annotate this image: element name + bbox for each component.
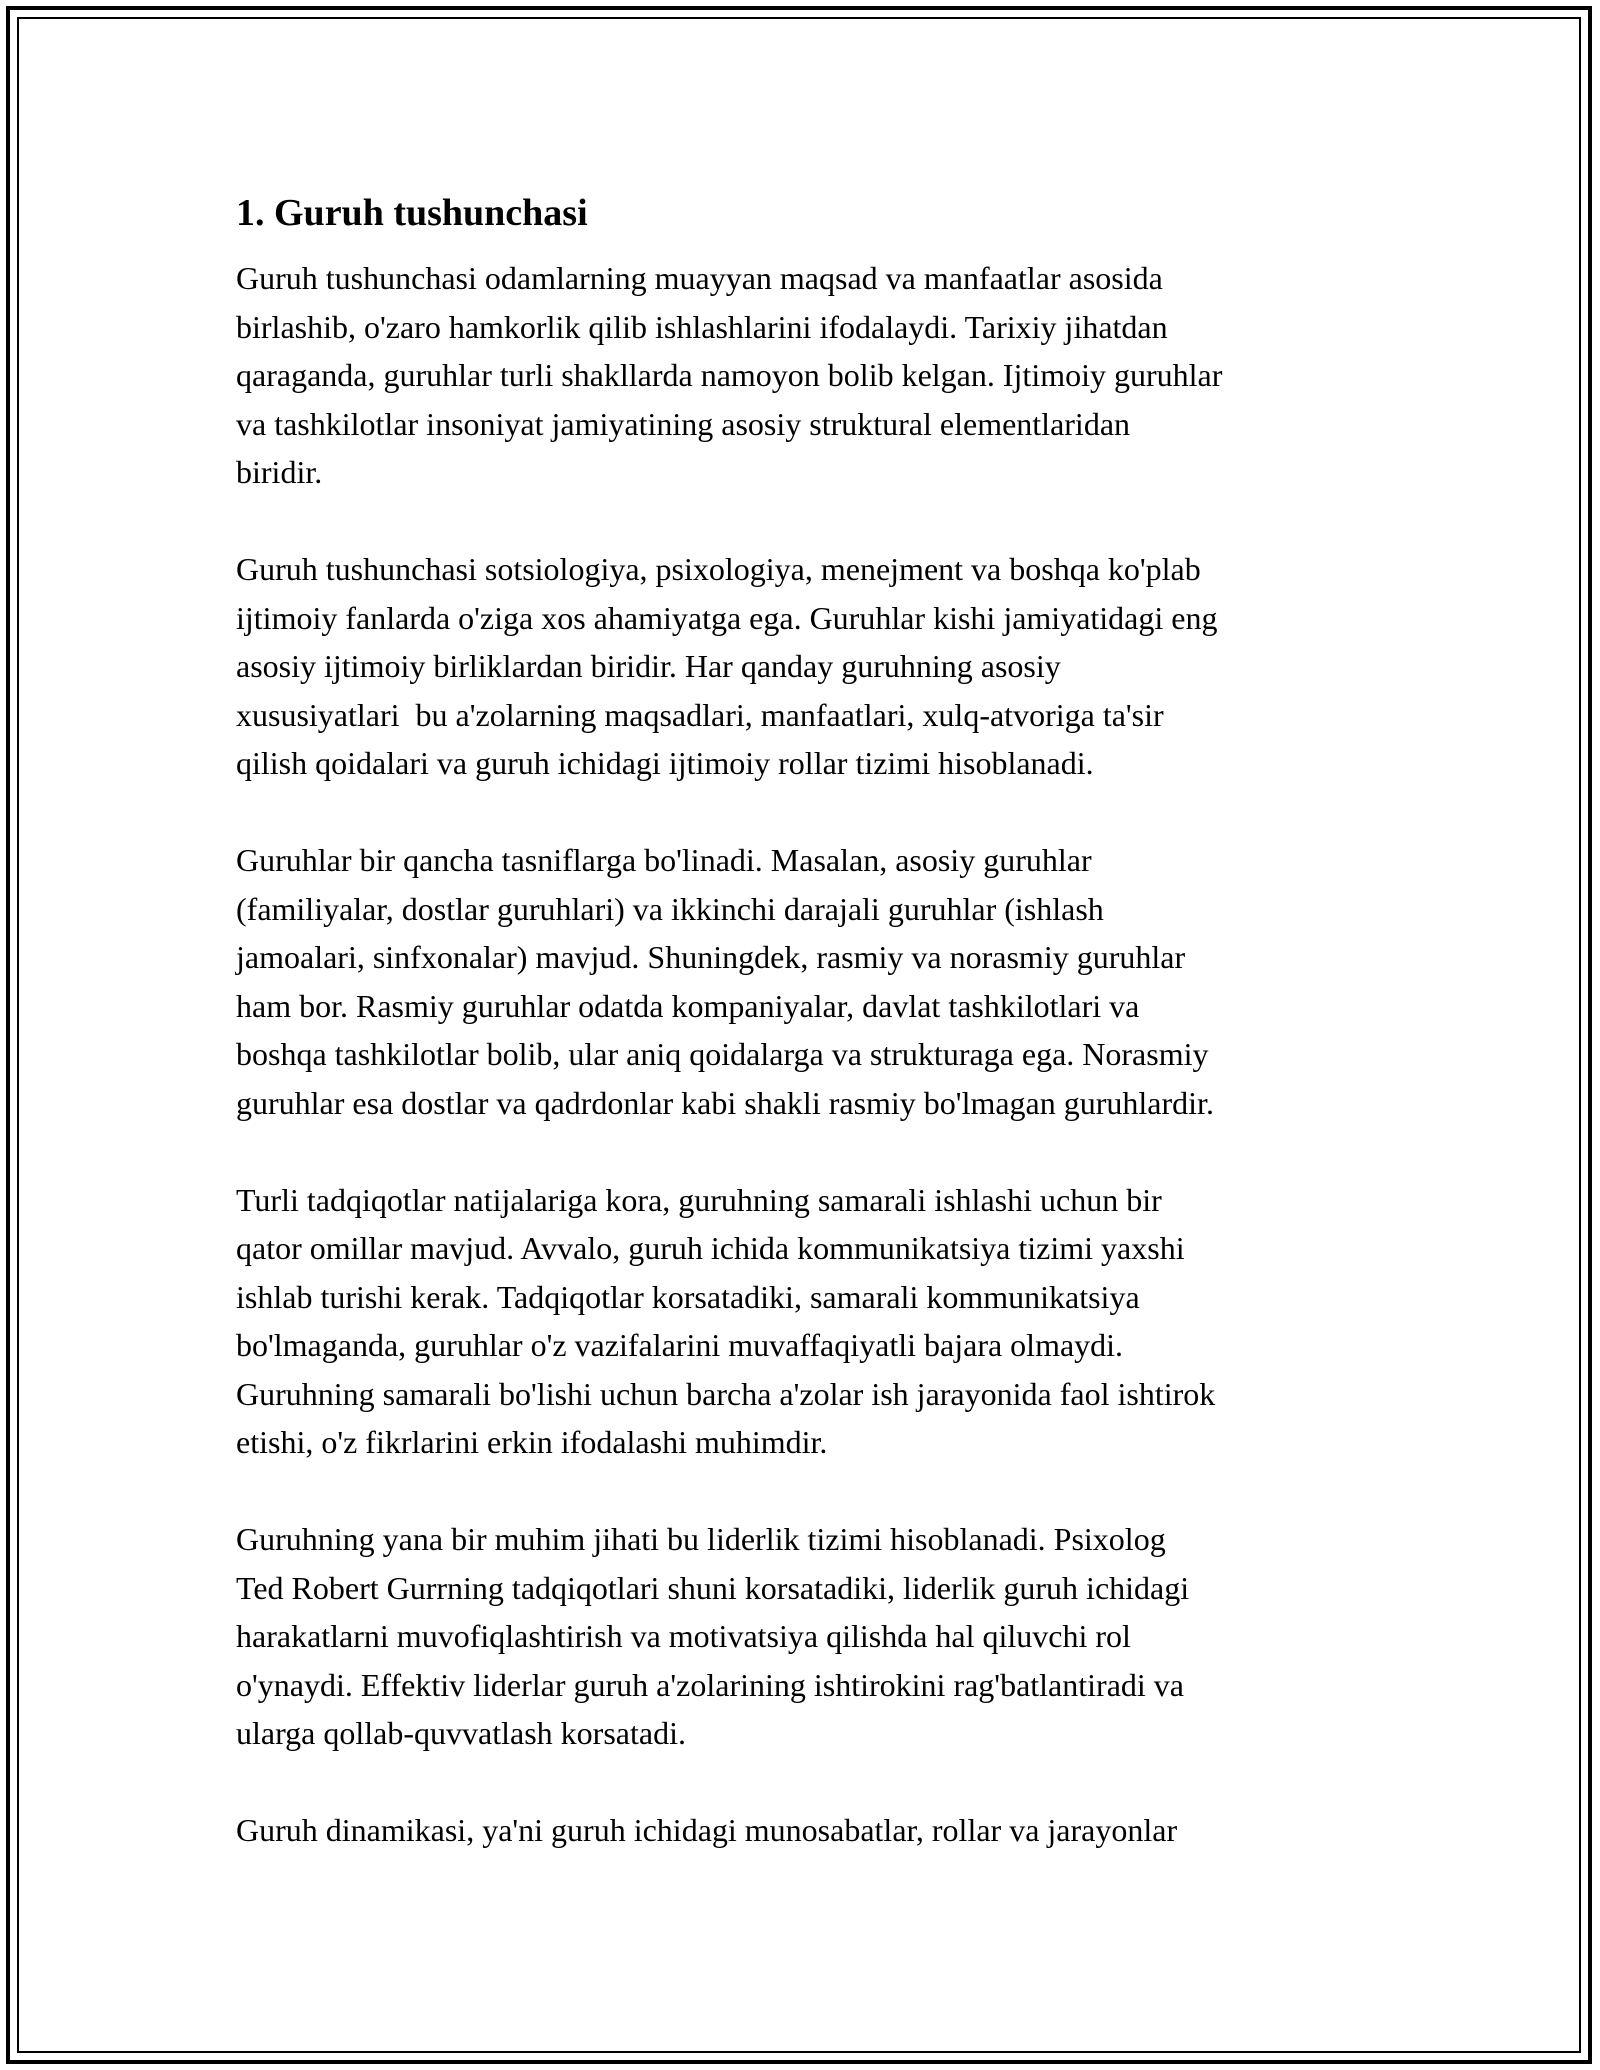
- text-line: qaraganda, guruhlar turli shakllarda namoyon bolib kelgan. Ijtimoiy guruhlar: [236, 357, 1223, 393]
- text-line: biridir.: [236, 454, 323, 490]
- text-line: Ted Robert Gurrning tadqiqotlari shuni korsatadiki, liderlik guruh ichidagi: [236, 1569, 1190, 1606]
- text-line: birlashib, o'zaro hamkorlik qilib ishlashlarini ifodalaydi. Tarixiy jihatdan: [236, 308, 1168, 345]
- text-line: xususiyatlari bu a'zolarning maqsadlari, manfaatlari, xulq-atvoriga ta'sir: [236, 696, 1164, 733]
- paragraph-4: [236, 1176, 1386, 1467]
- text-line: Guruh tushunchasi sotsiologiya, psixologiya, menejment va boshqa ko'plab: [236, 551, 1201, 587]
- text-line: qilish qoidalari va guruh ichidagi ijtimoiy rollar tizimi hisoblanadi.: [236, 745, 1094, 781]
- paragraph-2: [236, 545, 1386, 788]
- text-line: ham bor. Rasmiy guruhlar odatda kompaniyalar, davlat tashkilotlari va: [236, 987, 1140, 1024]
- text-line: ishlab turishi kerak. Tadqiqotlar korsatadiki, samarali kommunikatsiya: [236, 1278, 1140, 1315]
- paragraph-3: [236, 836, 1386, 1127]
- text-line: bo'lmaganda, guruhlar o'z vazifalarini muvaffaqiyatli bajara olmaydi.: [236, 1327, 1124, 1363]
- text-line: o'ynaydi. Effektiv liderlar guruh a'zolarining ishtirokini rag'batlantiradi va: [236, 1666, 1184, 1703]
- paragraph-6: [236, 1806, 1386, 1855]
- paragraph-5: [236, 1515, 1386, 1758]
- text-line: ijtimoiy fanlarda o'ziga xos ahamiyatga ega. Guruhlar kishi jamiyatidagi eng: [236, 599, 1218, 636]
- text-line: etishi, o'z fikrlarini erkin ifodalashi muhimdir.: [236, 1424, 828, 1460]
- text-line: harakatlarni muvofiqlashtirish va motivatsiya qilishda hal qiluvchi rol: [236, 1618, 1131, 1654]
- text-line: va tashkilotlar insoniyat jamiyatining asosiy struktural elementlaridan: [236, 405, 1131, 442]
- text-line: boshqa tashkilotlar bolib, ular aniq qoidalarga va strukturaga ega. Norasmiy: [236, 1036, 1209, 1072]
- text-line: Guruhning samarali bo'lishi uchun barcha a'zolar ish jarayonida faol ishtirok: [236, 1375, 1216, 1412]
- paragraph-1: [236, 254, 1386, 497]
- text-line: asosiy ijtimoiy birliklardan biridir. Har qanday guruhning asosiy: [236, 648, 1061, 684]
- text-line: Guruh dinamikasi, ya'ni guruh ichidagi munosabatlar, rollar va jarayonlar: [236, 1812, 1178, 1848]
- text-line: ularga qollab-quvvatlash korsatadi.: [236, 1715, 686, 1751]
- section-heading: 1. Guruh tushunchasi: [236, 192, 588, 234]
- text-line: (familiyalar, dostlar guruhlari) va ikkinchi darajali guruhlar (ishlash: [236, 890, 1104, 927]
- text-line: qator omillar mavjud. Avvalo, guruh ichida kommunikatsiya tizimi yaxshi: [236, 1230, 1185, 1266]
- text-line: guruhlar esa dostlar va qadrdonlar kabi shakli rasmiy bo'lmagan guruhlardir.: [236, 1084, 1214, 1121]
- text-line: Guruh tushunchasi odamlarning muayyan maqsad va manfaatlar asosida: [236, 260, 1163, 296]
- text-line: Guruhlar bir qancha tasniflarga bo'linadi. Masalan, asosiy guruhlar: [236, 842, 1092, 878]
- text-line: jamoalari, sinfxonalar) mavjud. Shuningdek, rasmiy va norasmiy guruhlar: [236, 939, 1186, 975]
- text-line: Turli tadqiqotlar natijalariga kora, guruhning samarali ishlashi uchun bir: [236, 1181, 1162, 1218]
- document-page: [236, 185, 1386, 1903]
- text-line: Guruhning yana bir muhim jihati bu liderlik tizimi hisoblanadi. Psixolog: [236, 1521, 1166, 1557]
